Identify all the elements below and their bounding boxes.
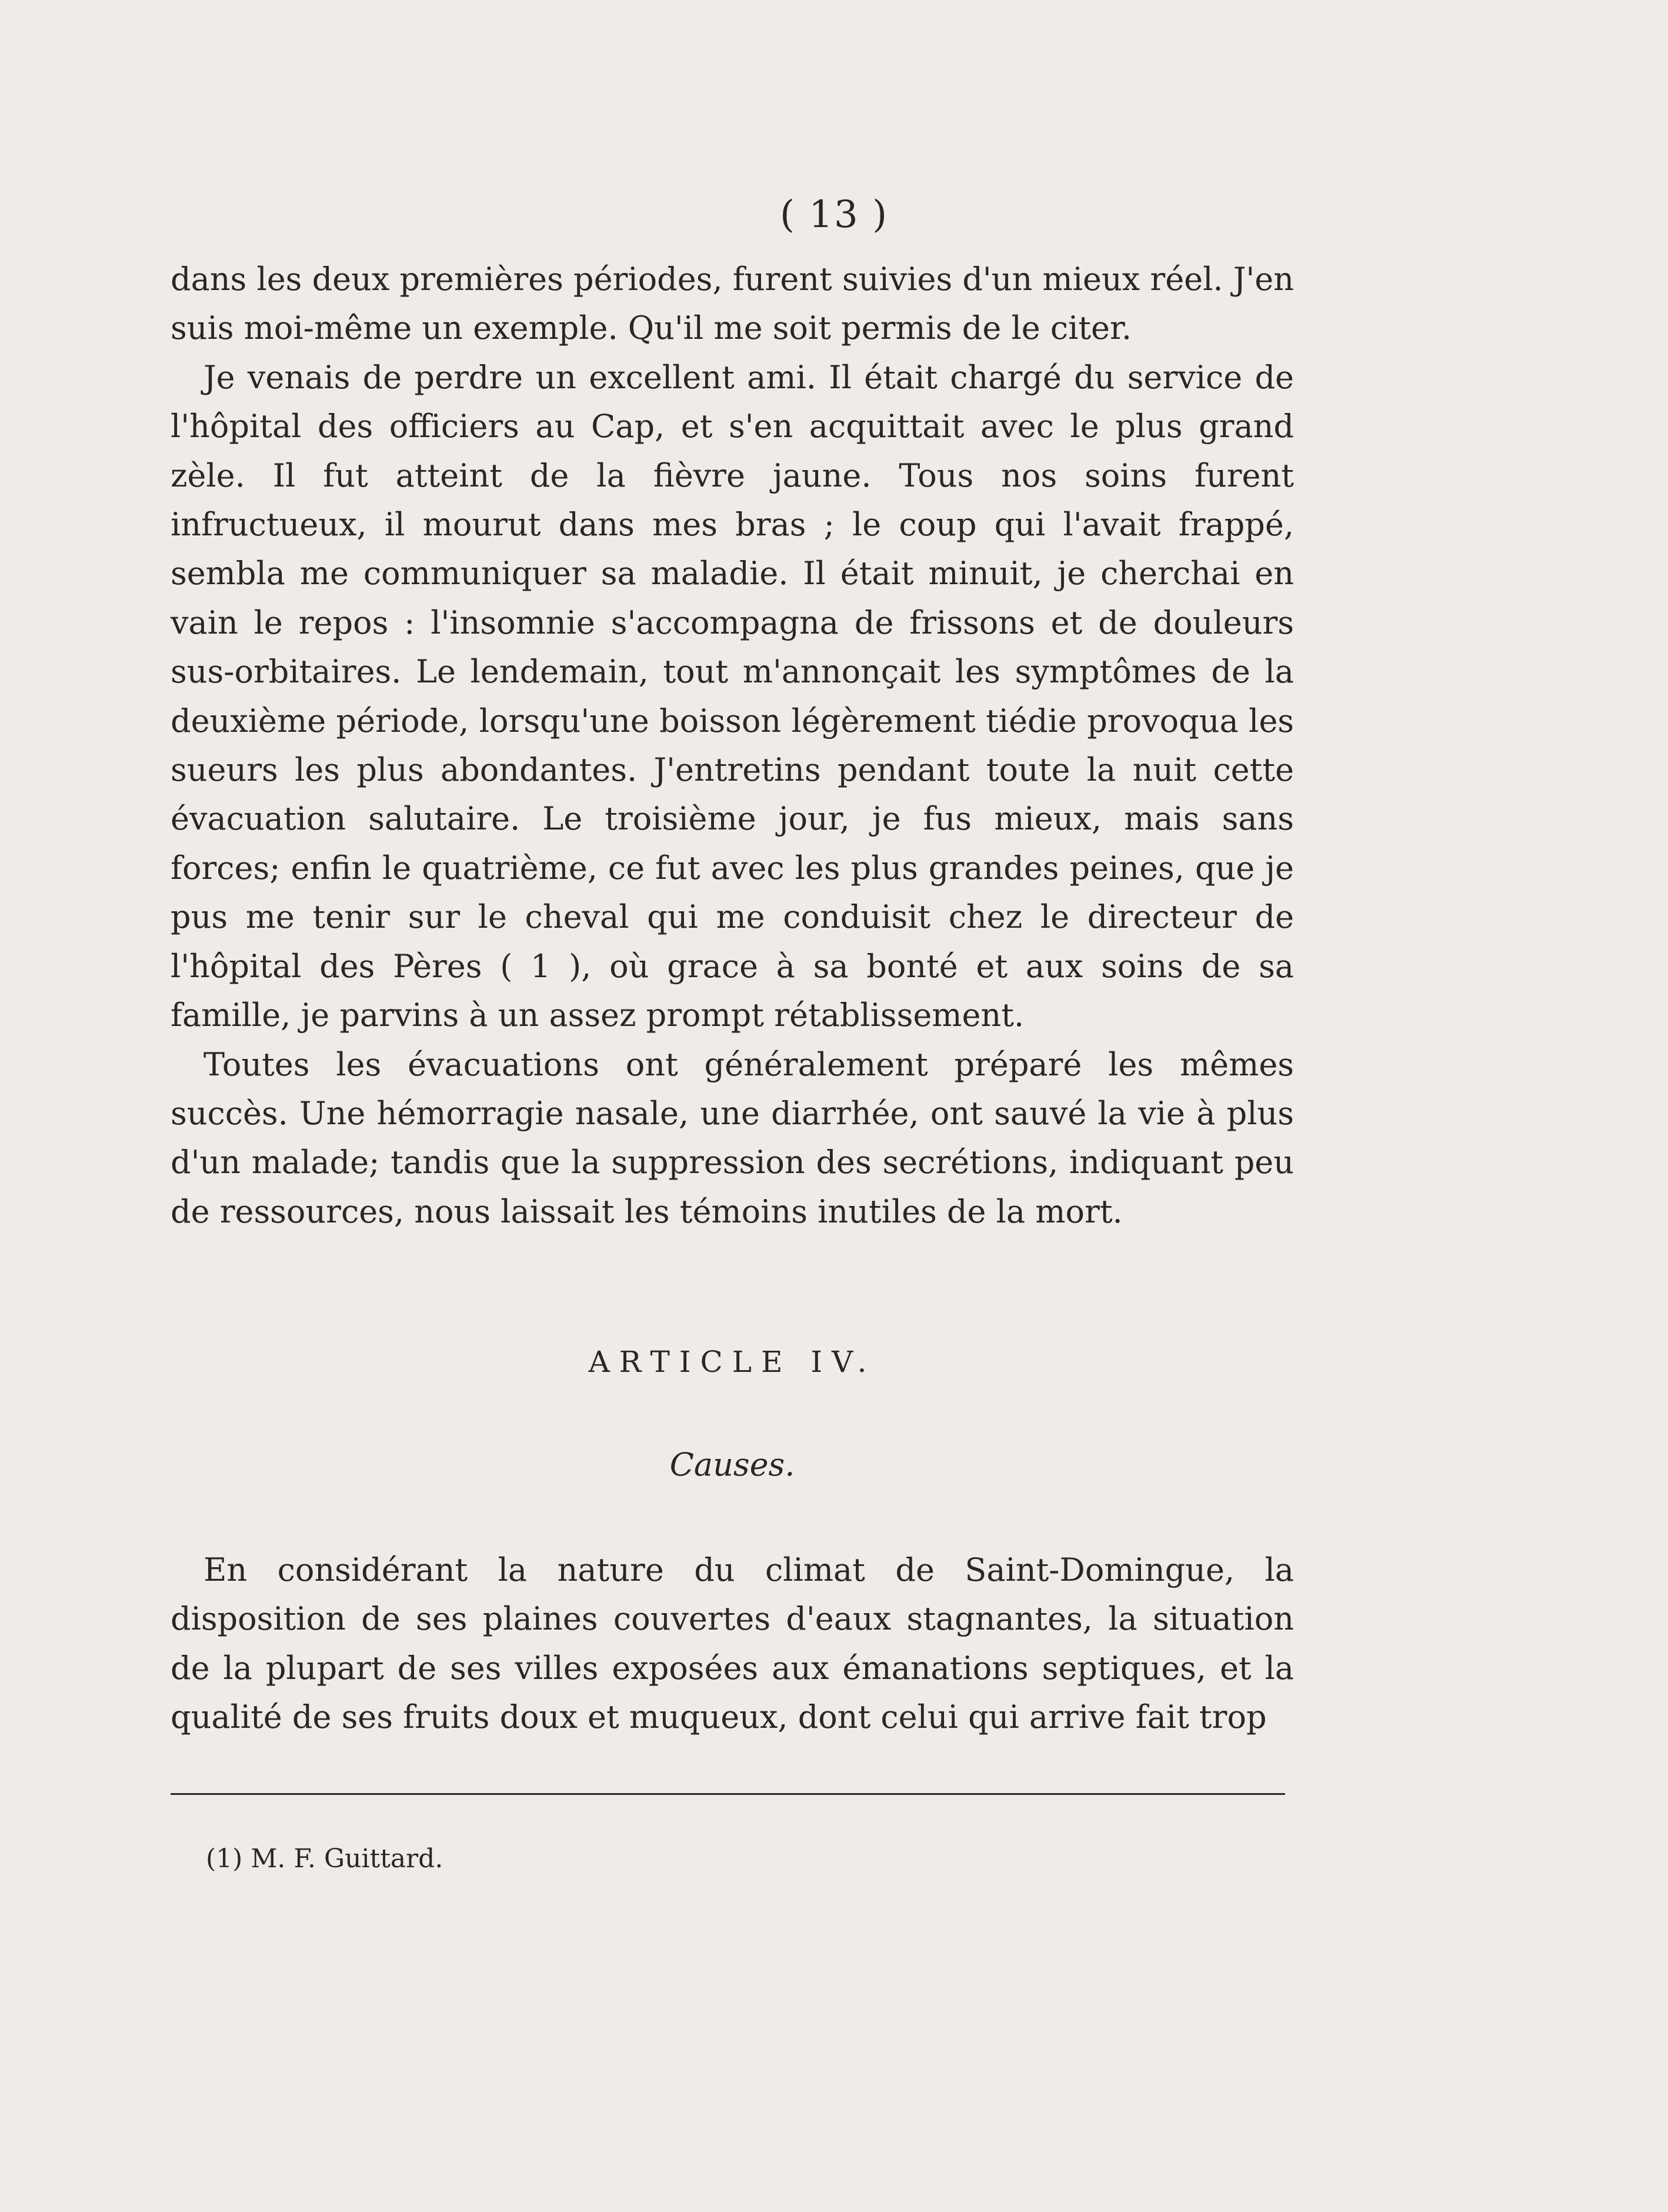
causes-text (171, 1545, 1294, 1742)
page-number: ( 13 ) (779, 193, 889, 236)
body-text (171, 255, 1294, 1236)
article-heading: ARTICLE IV. (588, 1345, 876, 1379)
paragraph-evacuations: Toutes les évacuations ont généralement préparé les mêmes succès. Une hémorragie nasale, une diarrhée, ont sauvé la vie à plus d'un malade; tandis que la suppression des secrétions, indiquant peu de ressources, nous laissait les témoins inutiles de la mort. (171, 1045, 1294, 1230)
footnote-rule (171, 1793, 1285, 1795)
footnote: (1) M. F. Guittard. (206, 1844, 443, 1874)
section-title: Causes. (669, 1446, 795, 1483)
paragraph-anecdote: Je venais de perdre un excellent ami. Il était chargé du service de l'hôpital des officiers au Cap, et s'en acquittait avec le plus grand zèle. Il fut atteint de la fièvre jaune. Tous nos soins furent infructueux, il mourut dans mes bras ; le coup qui l'avait frappé, sembla me communiquer sa maladie. Il était minuit, je cherchai en vain le repos : l'insomnie s'accompagna de frissons et de douleurs sus-orbitaires. Le lendemain, tout m'annonçait les symptômes de la deuxième période, lorsqu'une boisson légèrement tiédie provoqua les sueurs les plus abondantes. J'entretins pendant toute la nuit cette évacuation salutaire. Le troisième jour, je fus mieux, mais sans forces; enfin le quatrième, ce fut avec les plus grandes peines, que je pus me tenir sur le cheval qui me conduisit chez le directeur de l'hôpital des Pères ( 1 ), où grace à sa bonté et aux soins de sa famille, je parvins à un assez prompt rétablissement. (171, 358, 1294, 1034)
paragraph-continuation: dans les deux premières périodes, furent suivies d'un mieux réel. J'en suis moi-même un exemple. Qu'il me soit permis de le citer. (171, 261, 1294, 347)
paragraph-causes: En considérant la nature du climat de Saint-Domingue, la disposition de ses plaines couvertes d'eaux stagnantes, la situation de la plupart de ses villes exposées aux émanations septiques, et la qualité de ses fruits doux et muqueux, dont celui qui arrive fait trop (171, 1551, 1294, 1736)
